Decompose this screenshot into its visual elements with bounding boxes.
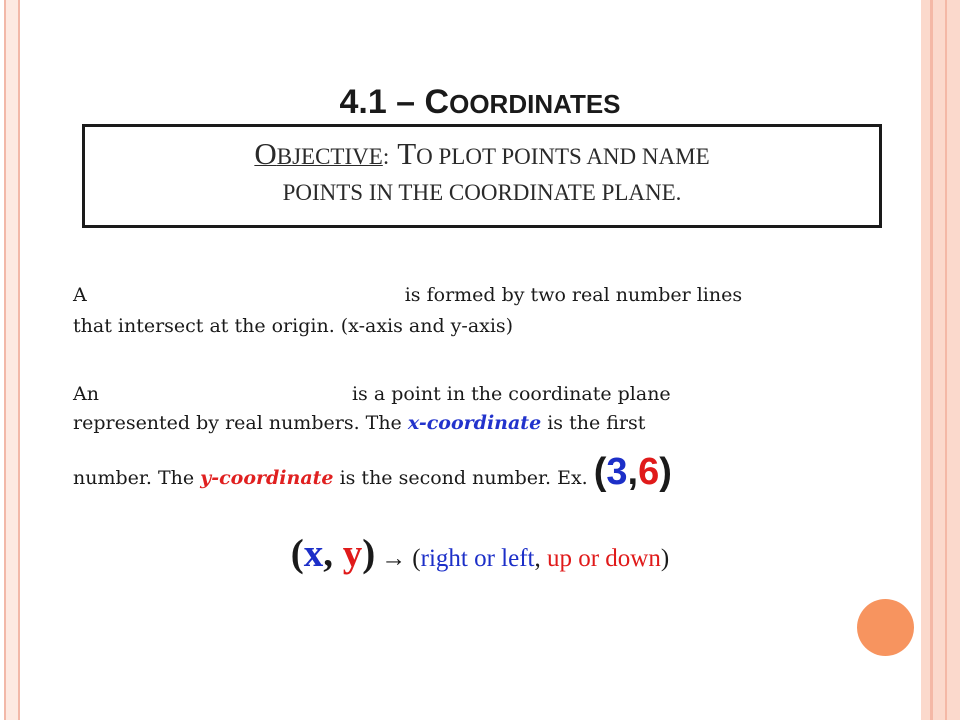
- x-coordinate-term: x-coordinate: [407, 412, 542, 434]
- direction-description: (right or left, up or down): [412, 545, 670, 572]
- definition1-line-1: A is formed by two real number lines: [73, 284, 743, 306]
- definition2-line-2: represented by real numbers. The x-coordinate is the first: [73, 412, 646, 434]
- objective-box: [82, 124, 882, 228]
- objective-label: OBJECTIVE: [254, 136, 383, 171]
- coordinate-rule: [0, 531, 960, 576]
- definition2-line-3: number. The y-coordinate is the second number. Ex. (3,6): [73, 451, 672, 493]
- slide-title: 4.1 – COORDINATES: [339, 83, 621, 121]
- decorative-circle: [857, 599, 914, 656]
- ordered-pair-notation: (x, y): [290, 532, 376, 575]
- y-coordinate-term: y-coordinate: [200, 467, 334, 489]
- right-arrow-icon: →: [381, 545, 407, 572]
- objective-line-2: POINTS IN THE COORDINATE PLANE.: [282, 180, 682, 205]
- example-ordered-pair: (3,6): [593, 451, 672, 493]
- definition2-line-1: An is a point in the coordinate plane: [73, 383, 671, 405]
- objective-line-1: OBJECTIVE: TO PLOT POINTS AND NAME: [254, 136, 710, 171]
- definition1-line-2: that intersect at the origin. (x-axis and y-axis): [73, 315, 514, 337]
